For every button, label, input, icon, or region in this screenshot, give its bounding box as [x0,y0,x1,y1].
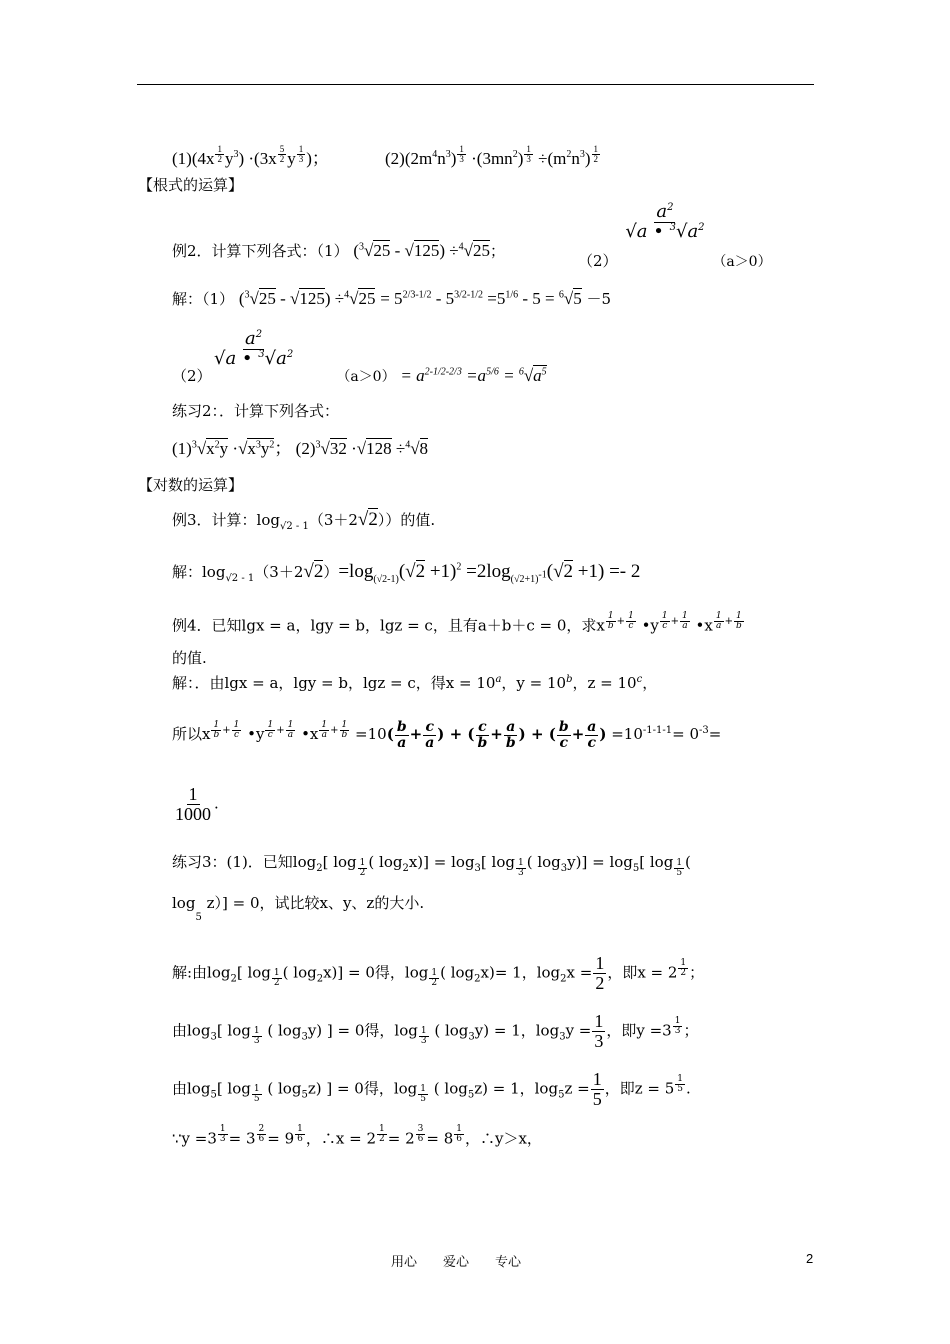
solution-4: 解：．由lgx = a，lgy = b，lgz = c，得$x = 10^a$，$y = 10^b$，$z = 10^c$， [172,674,658,692]
example-3: 例3．计算：$\log_{√2 - 1}(3+2√2)$）的值. [172,509,436,532]
exercise-1-expression: (1)(4x $^{\frac{1}{2}}$ $y^3) \cdot(3x$ $^{\frac{5}{2}}$ y $^{\frac{1}{3}}$ )； [172,144,329,168]
solution-4-so: 所以x $^{\frac{1}{b} + \frac{1}{c}}$ •y $^{\frac{1}{c} + \frac{1}{a}}$ •x $^{\frac{1}{a} + \frac{1}{b}}$ =10( $\frac{b}{a}$ + $\frac{c}{a}$ ) + ( $\frac{c}{b}$ + $\frac{a}{b}$ ) + ( $\frac{b}{c}$ + $\frac{a}{c}$ ) $=10^{-1-1-1}= 0^{-3}=$ [172,719,722,751]
example-2-text: 例2．计算下列各式：（1） [172,242,349,260]
solution-4-result: $\frac{1}{1000}$ . [175,784,219,824]
solution-2-2: $\frac{a^2}{√a • ^3√a^2}$ [214,328,294,369]
practice-2-title: 练习2：．计算下列各式： [172,402,340,420]
header-rule [137,84,814,85]
solution-5-z: 由$\log_5$[ log $_{\frac{1}{5}}$ ( $\log_5z$) ] = 0得，log $_{\frac{1}{5}}$ ( $\log_5z) = 1$，$\log_5z$ = $\frac{1}{5}$ ，即z = 5 $^{\frac{1}{5}}$ . [172,1069,691,1109]
practice-3: 练习3：(1)．已知$\log_2$[ log $_{\frac{1}{2}}$ ( $\log_2x)] = \log_3$[ log $_{\frac{1}{3}}$ ( $\log_3y)] = \log_5$[ log $_{\frac{1}{5}}$ ( [172,853,691,878]
page-footer: 用心 爱心 专心 [391,1255,522,1270]
example-4-tail: 的值. [172,649,207,667]
solution-2-1: 解：（1） $(^3√25 - √125) \div^4√25 = 5^{2/3-1/2} - 5^{3/2-1/2} =5^{1/6} - 5 = ^6√5 -5$ [172,289,612,308]
expr-text: (1)(4x [172,148,215,168]
practice-3-line2: $\log_5 z)] = 0$，试比较x、y、z的大小. [172,894,425,923]
exercise-2-expression: $(2)(2m^4n^3)$ $^{\frac{1}{3}}$ $\cdot(3mn^2)$ $^{\frac{1}{3}}$ $\div(m^2n^3)$ $^{\frac{1}{2}}$ [385,144,598,168]
example-2-part2: （2） $\frac{a^2}{√a • ^3√a^2}$ （a＞0） [578,201,772,271]
solution-3: 解：$\log_{√2 - 1}(3+2√2)=\log_{(√2-1)}(√2 +1)^2 =2\log_{(√2+1)^{-1}}(√2 +1) =- 2$ [172,561,641,585]
solution-2-2-result: （2） $(a>0) = a^{2-1/2-2/3} =a^{5/6} = ^6√a^5$ [172,366,547,385]
expr-text: (2)(2m [385,148,433,168]
example-4: 例4．已知lgx = a，lgy = b，lgz = c，且有a＋b＋c = 0，求x $^{\frac{1}{b} + \frac{1}{c}}$ •y $^{\frac{1}{c} + \frac{1}{a}}$ •x $^{\frac{1}{a} + \frac{1}{b}}$ [172,611,742,635]
practice-2-expressions: $(1)^3√x^2y \cdot√x^3y^2$； $(2)^3√32 \cdot√128 \div^4√8$ [172,439,429,458]
example-2-title: 例2．计算下列各式：（1） ($^3$√25 - √125) ÷$^4$√25； [172,241,505,260]
solution-5: 解:由$\log_2$[ log $_{\frac{1}{2}}$ ( $\log_2x)] = 0$得，log $_{\frac{1}{2}}$ ( $\log_2x)= 1$，$\log_2x$ = $\frac{1}{2}$ ，即x = 2 $^{\frac{1}{2}}$ ； [172,953,705,993]
solution-5-compare: ∵y =3 $^{\frac{1}{3}}$ = 3 $^{\frac{2}{6}}$ = 9 $^{\frac{1}{6}}$ ，∴x = 2 $^{\frac{1}{2}}$ = 2 $^{\frac{3}{6}}$ = 8 $^{\frac{1}{6}}$ ，∴y＞x， [172,1124,542,1148]
page-number: 2 [806,1251,814,1266]
section-log-title: 【对数的运算】 [138,476,244,494]
solution-5-y: 由$\log_3$[ log $_{\frac{1}{3}}$ ( $\log_3y$) ] = 0得，log $_{\frac{1}{3}}$ ( $\log_3y) = 1$，$\log_3y$ = $\frac{1}{3}$ ，即y =3 $^{\frac{1}{3}}$ ； [172,1011,699,1051]
section-radical-title: 【根式的运算】 [138,176,244,194]
